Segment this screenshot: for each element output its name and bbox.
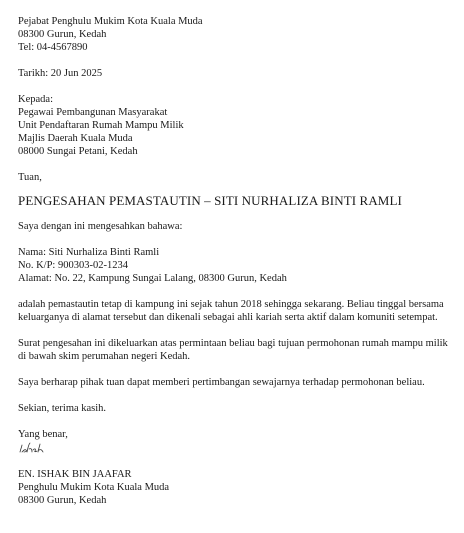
body-paragraph-residency: adalah pemastautin tetap di kampung ini sejak tahun 2018 sehingga sekarang. Beliau tinggal bersama keluarganya di alamat tersebut dan dikenali sebagai ahli kariah serta aktif dalam komuniti setempat. xyxy=(18,299,444,323)
letter xyxy=(18,15,448,507)
recipient-heading: Kepada: xyxy=(18,94,53,105)
resident-name: Nama: Siti Nurhaliza Binti Ramli xyxy=(18,247,160,258)
signatory-block xyxy=(18,468,448,507)
closing-thanks: Sekian, terima kasih. xyxy=(18,403,107,414)
recipient-postcode: 08000 Sungai Petani, Kedah xyxy=(18,146,138,157)
sender-office: Pejabat Penghulu Mukim Kota Kuala Muda xyxy=(18,16,203,27)
recipient-block xyxy=(18,93,448,158)
sender-block xyxy=(18,15,448,54)
handwritten-signature xyxy=(18,441,448,455)
signatory-name: EN. ISHAK BIN JAAFAR xyxy=(18,469,132,480)
letter-date: Tarikh: 20 Jun 2025 xyxy=(18,68,103,79)
body-paragraph-request: Saya berharap pihak tuan dapat memberi pertimbangan sewajarnya terhadap permohonan beliau. xyxy=(18,377,425,388)
signatory-address: 08300 Gurun, Kedah xyxy=(18,495,107,506)
resident-details xyxy=(18,246,448,285)
resident-ic: No. K/P: 900303-02-1234 xyxy=(18,260,128,271)
sender-postcode: 08300 Gurun, Kedah xyxy=(18,29,107,40)
sender-phone: Tel: 04-4567890 xyxy=(18,42,88,53)
intro-text: Saya dengan ini mengesahkan bahawa: xyxy=(18,221,183,232)
recipient-unit: Unit Pendaftaran Rumah Mampu Milik xyxy=(18,120,184,131)
body-paragraph-purpose: Surat pengesahan ini dikeluarkan atas permintaan beliau bagi tujuan permohonan rumah mampu milik di bawah skim perumahan negeri Kedah. xyxy=(18,338,448,362)
signatory-title: Penghulu Mukim Kota Kuala Muda xyxy=(18,482,170,493)
recipient-council: Majlis Daerah Kuala Muda xyxy=(18,133,133,144)
recipient-position: Pegawai Pembangunan Masyarakat xyxy=(18,107,168,118)
resident-address: Alamat: No. 22, Kampung Sungai Lalang, 08300 Gurun, Kedah xyxy=(18,273,287,284)
letter-subject: PENGESAHAN PEMASTAUTIN – SITI NURHALIZA BINTI RAMLI xyxy=(18,193,402,208)
salutation: Tuan, xyxy=(18,172,42,183)
closing-regards: Yang benar, xyxy=(18,429,68,440)
